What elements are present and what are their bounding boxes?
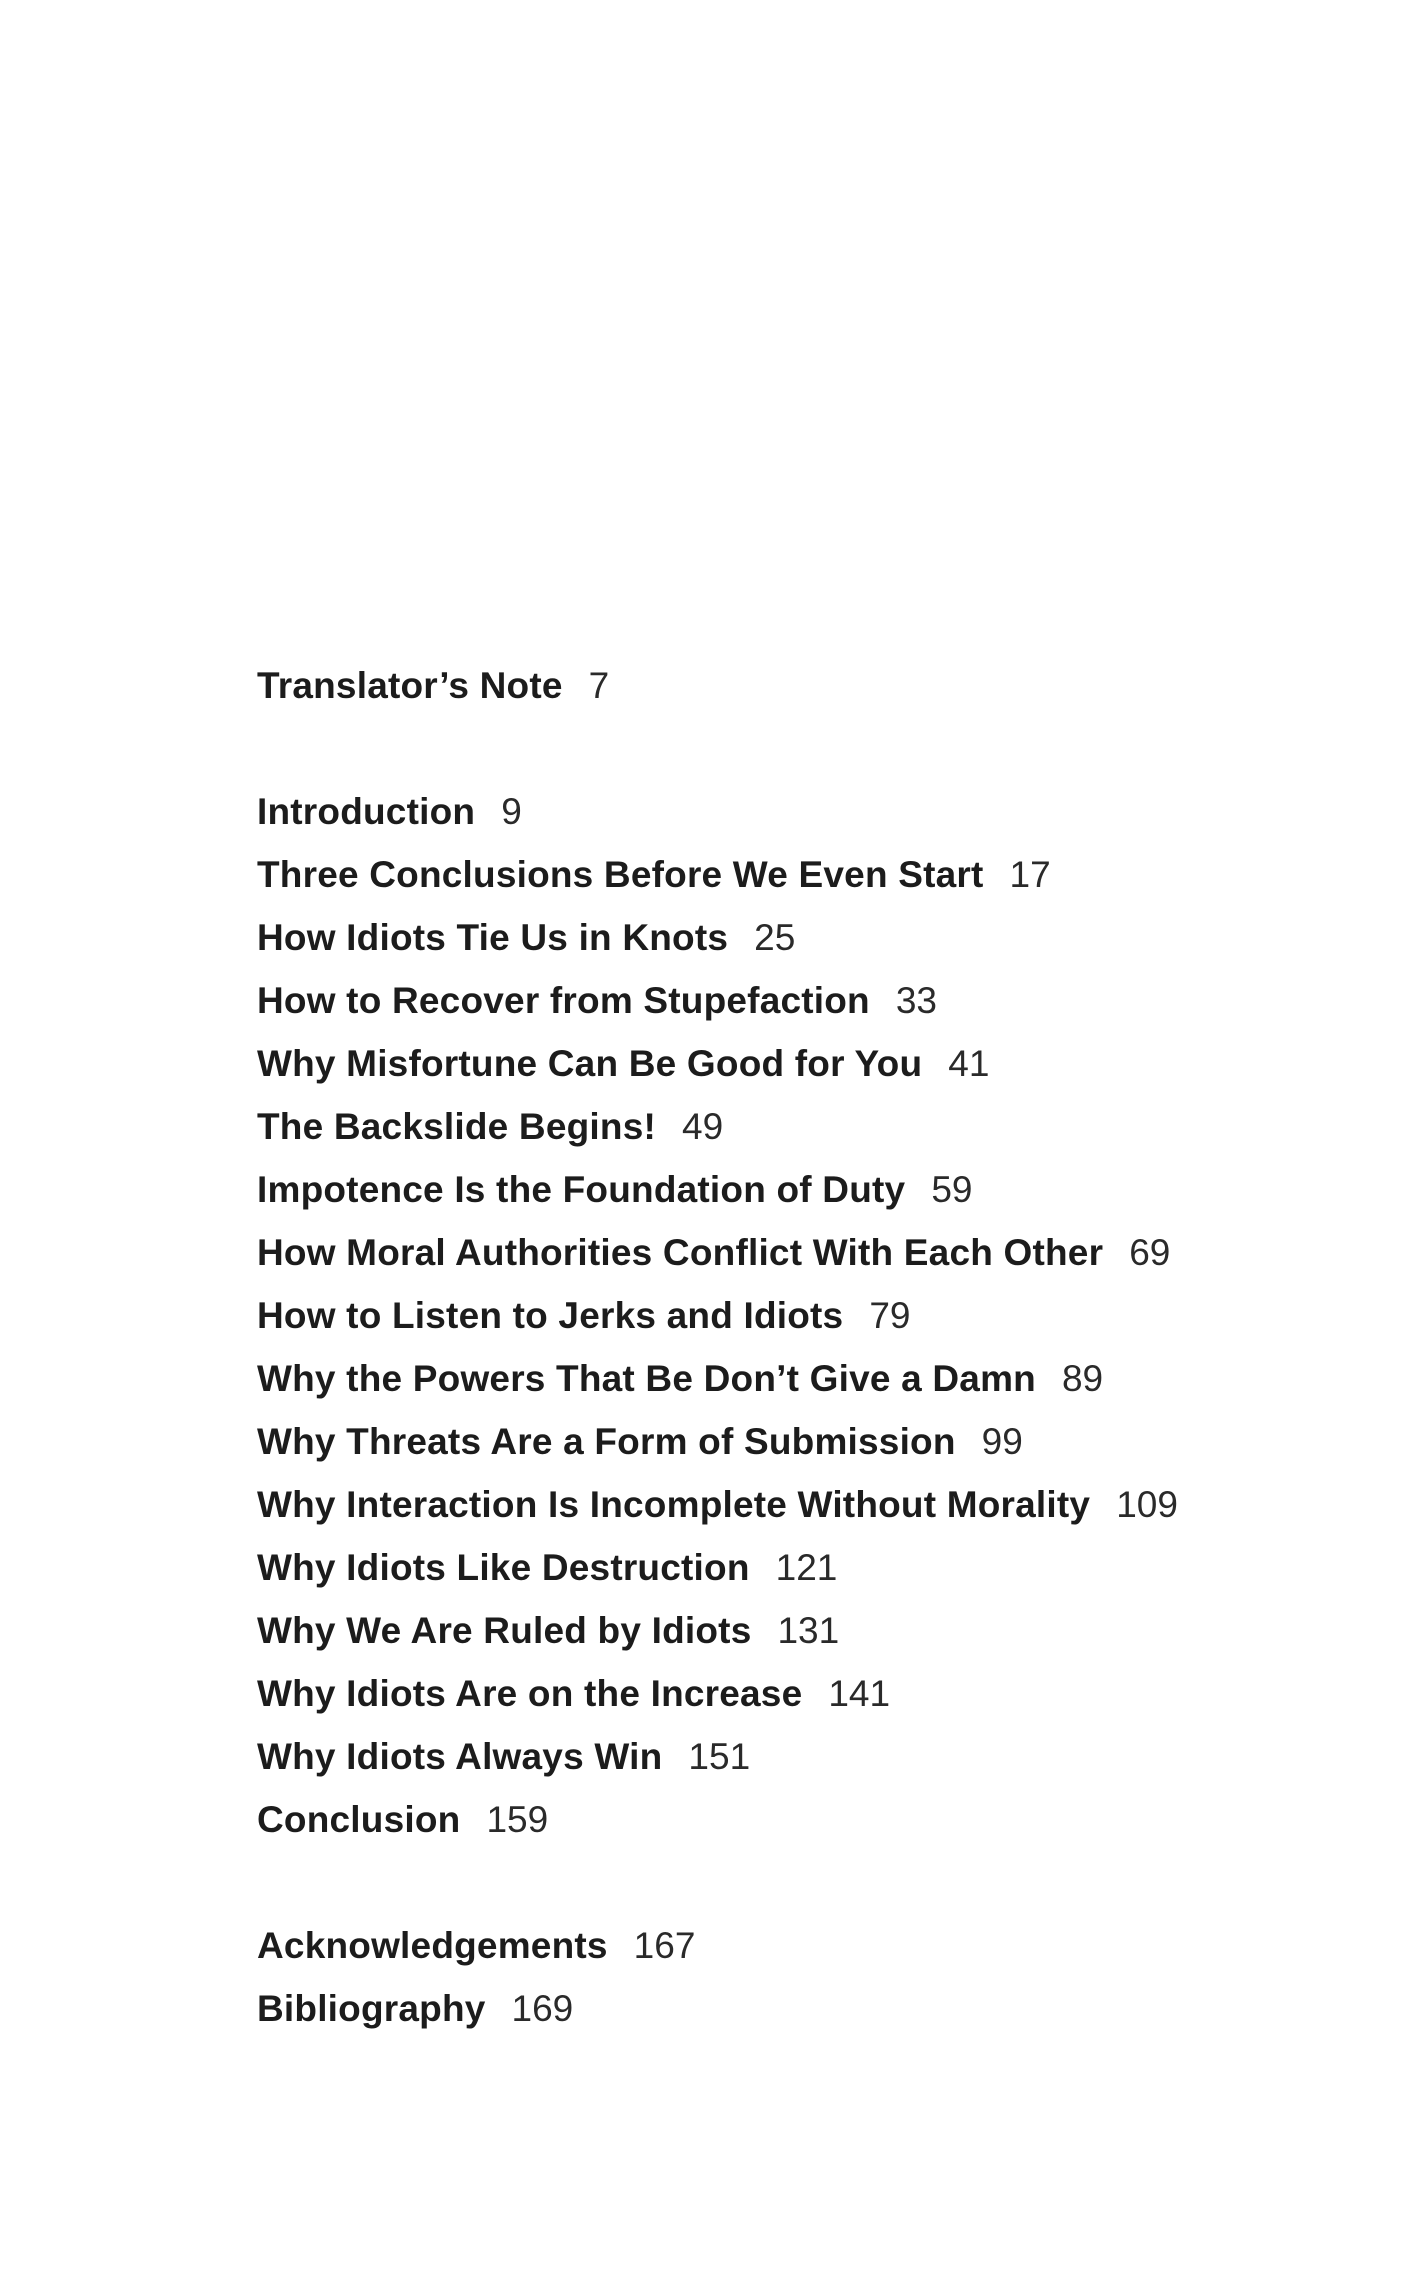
toc-entry-chapter (257, 1483, 1178, 1527)
toc-entry-title: Why Idiots Always Win (257, 1736, 663, 1777)
toc-entry-chapter (257, 1420, 1023, 1464)
toc-entry-page: 17 (1009, 854, 1051, 895)
toc-entry-page: 41 (948, 1043, 990, 1084)
toc-entry-page: 59 (931, 1169, 973, 1210)
toc-entry-title: Acknowledgements (257, 1925, 608, 1966)
toc-entry-title: How Idiots Tie Us in Knots (257, 917, 729, 958)
toc-entry-title: Why the Powers That Be Don’t Give a Damn (257, 1358, 1036, 1399)
toc-entry-page: 99 (981, 1421, 1023, 1462)
toc-entry-page: 169 (511, 1988, 574, 2029)
toc-entry-chapter (257, 1105, 723, 1149)
toc-entry-title: How to Recover from Stupefaction (257, 980, 870, 1021)
toc-entry-title: Why Idiots Like Destruction (257, 1547, 750, 1588)
toc-entry-page: 9 (501, 791, 522, 832)
toc-entry-title: Why Idiots Are on the Increase (257, 1673, 803, 1714)
toc-entry-page: 159 (486, 1799, 549, 1840)
toc-entry-title: How to Listen to Jerks and Idiots (257, 1295, 844, 1336)
toc-entry-title: The Backslide Begins! (257, 1106, 656, 1147)
toc-entry-chapter (257, 979, 937, 1023)
toc-entry-chapter (257, 1357, 1103, 1401)
toc-entry-title: Translator’s Note (257, 665, 563, 706)
toc-entry-title: Impotence Is the Foundation of Duty (257, 1169, 906, 1210)
toc-entry-page: 167 (633, 1925, 696, 1966)
toc-entry-page: 141 (828, 1673, 891, 1714)
toc-entry-chapter (257, 1735, 750, 1779)
toc-entry-page: 89 (1061, 1358, 1104, 1399)
toc-entry-page: 49 (682, 1106, 724, 1147)
toc-entry-page: 109 (1116, 1484, 1178, 1525)
toc-entry-chapter (257, 1672, 890, 1716)
toc-entry-chapter (257, 1294, 911, 1338)
toc-entry-title: Why Threats Are a Form of Submission (257, 1421, 956, 1462)
toc-entry-title: Introduction (257, 791, 476, 832)
toc-entry-title: Three Conclusions Before We Even Start (257, 854, 984, 895)
toc-entry-acknowledgements (257, 1924, 695, 1968)
toc-entry-title: Why We Are Ruled by Idiots (257, 1610, 752, 1651)
toc-entry-conclusion (257, 1798, 548, 1842)
toc-entry-translators-note (257, 664, 609, 708)
toc-entry-title: Why Interaction Is Incomplete Without Morality (257, 1484, 1091, 1525)
toc-entry-title: How Moral Authorities Conflict With Each Other (257, 1232, 1104, 1273)
toc-entry-page: 121 (775, 1547, 838, 1588)
toc-entry-introduction (257, 790, 522, 834)
toc-entry-page: 7 (588, 665, 610, 706)
toc-entry-chapter (257, 916, 795, 960)
toc-entry-page: 131 (777, 1610, 840, 1651)
toc-entry-bibliography (257, 1987, 573, 2031)
toc-entry-page: 151 (688, 1736, 751, 1777)
toc-entry-title: Bibliography (257, 1988, 486, 2029)
toc-entry-chapter (257, 1231, 1170, 1275)
toc-entry-chapter (257, 1168, 972, 1212)
toc-entry-title: Conclusion (257, 1799, 461, 1840)
toc-entry-page: 33 (895, 980, 938, 1021)
toc-entry-chapter (257, 1546, 837, 1590)
toc-entry-chapter (257, 853, 1051, 897)
toc-entry-page: 79 (869, 1295, 911, 1336)
toc-entry-chapter (257, 1609, 839, 1653)
toc-entry-page: 25 (754, 917, 796, 958)
toc-entry-title: Why Misfortune Can Be Good for You (257, 1043, 923, 1084)
toc-entry-page: 69 (1129, 1232, 1171, 1273)
toc-entry-chapter (257, 1042, 989, 1086)
